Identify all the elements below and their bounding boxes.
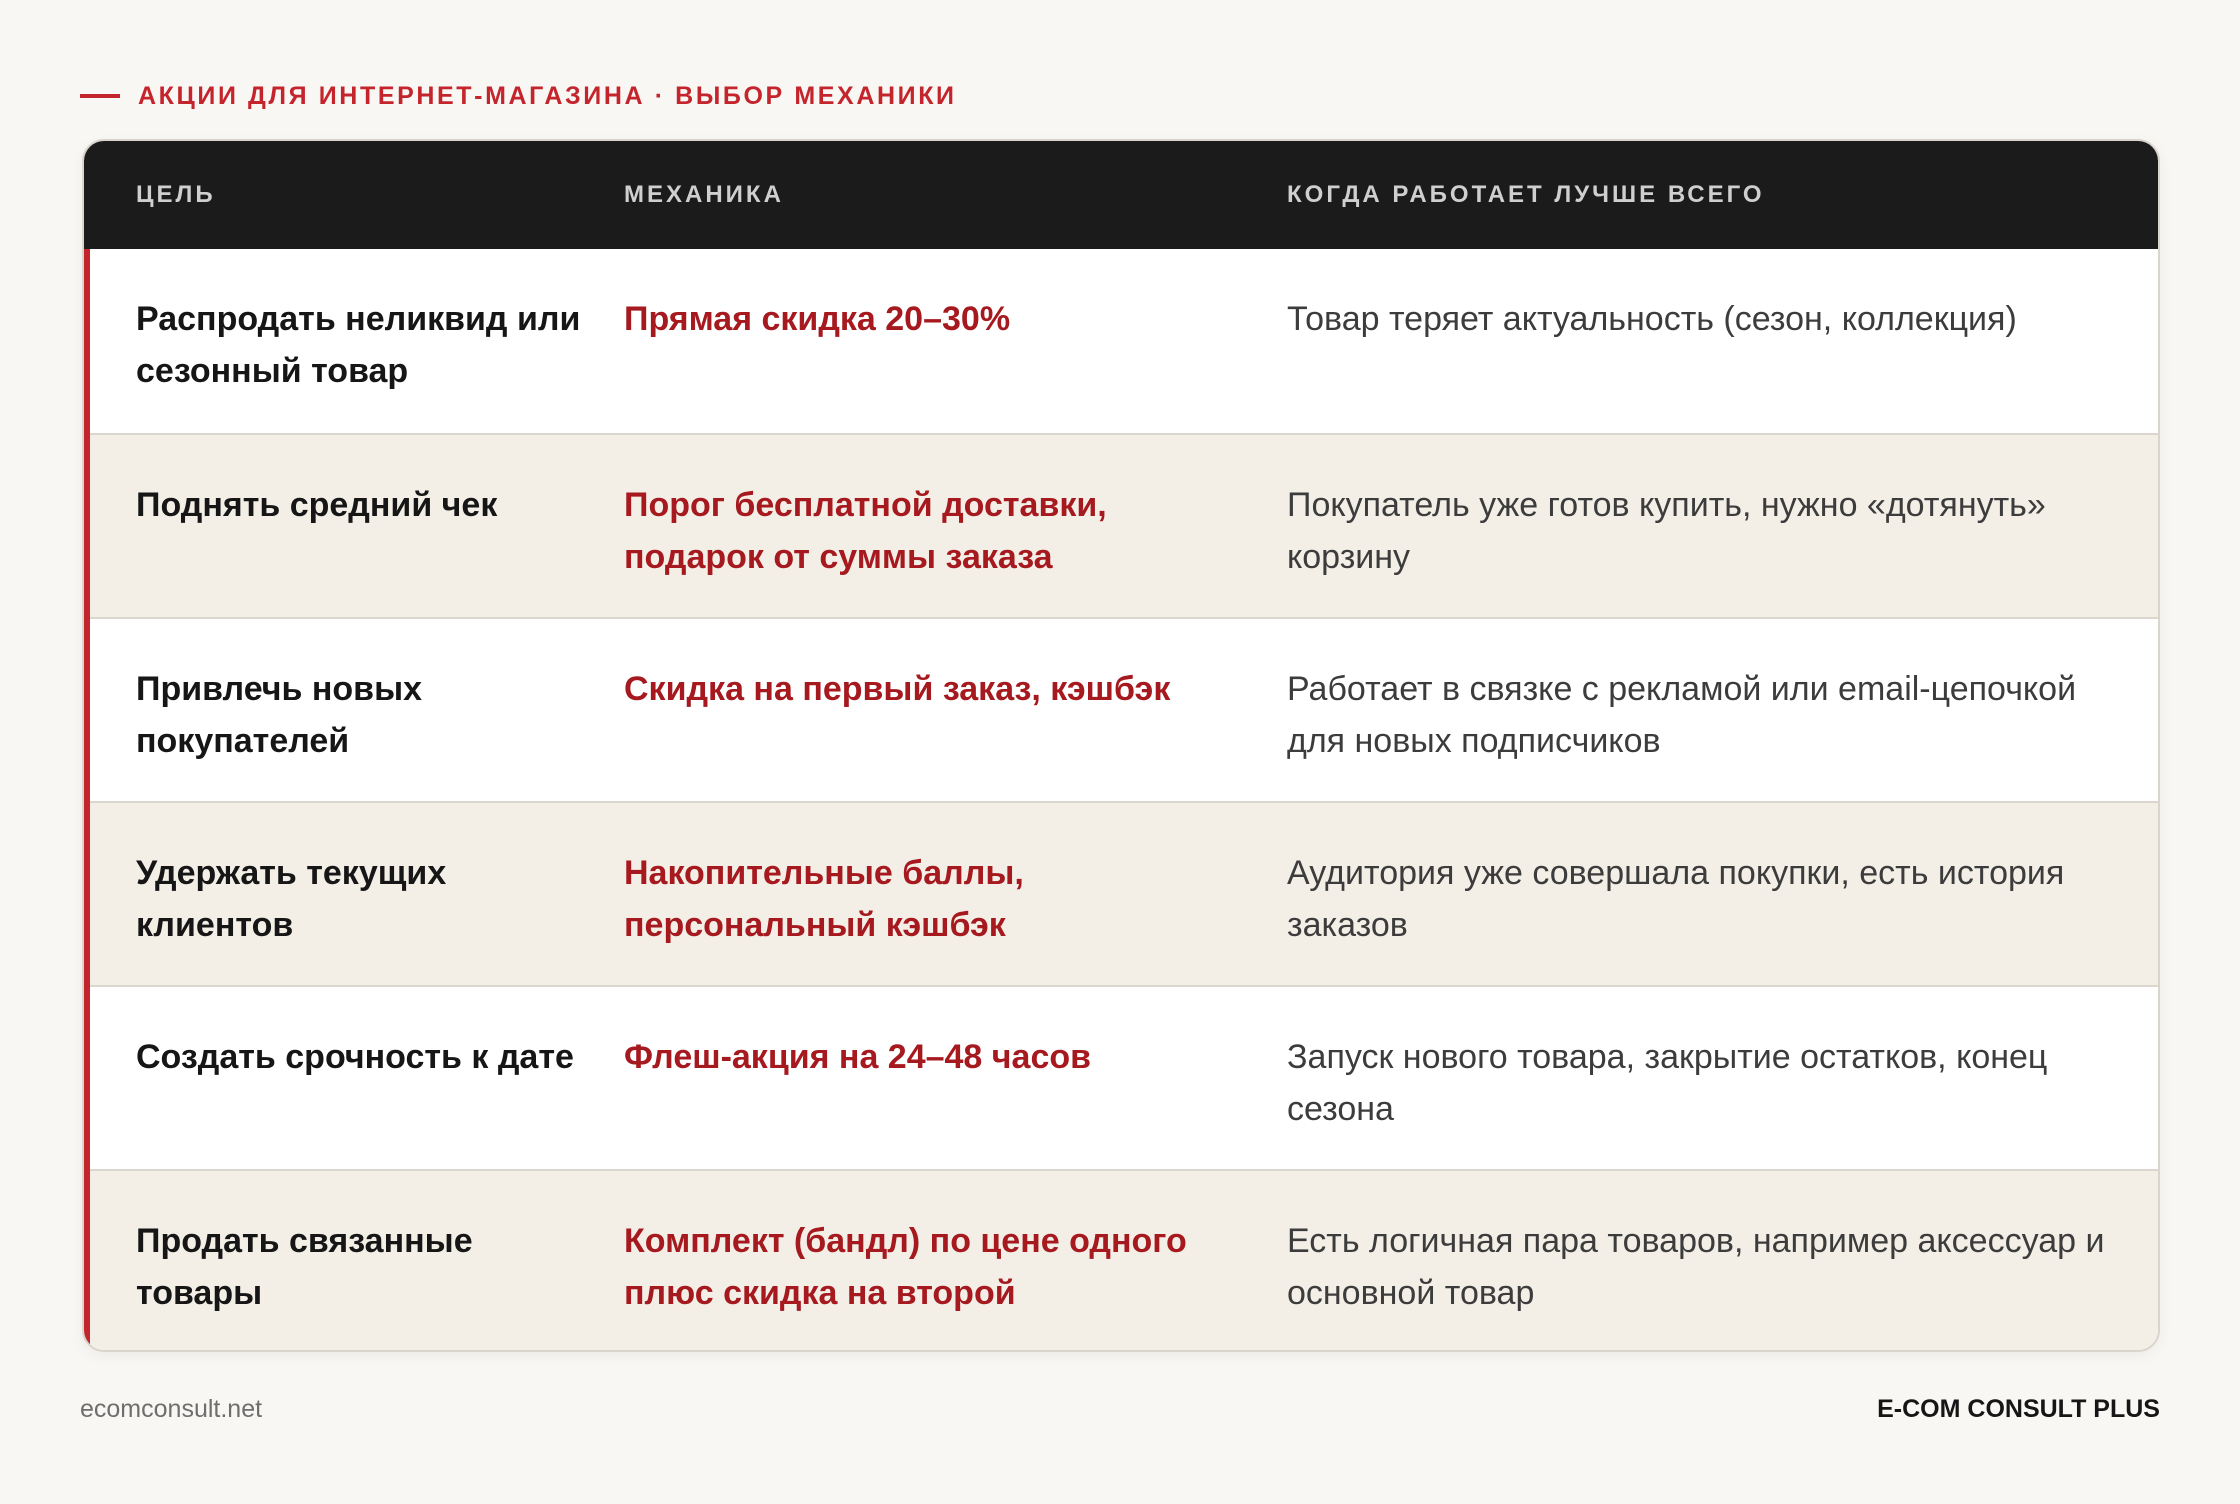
table-header [84, 141, 2158, 249]
row-mechanic: Прямая скидка 20–30% [624, 300, 1011, 338]
row-mechanic: Порог бесплатной доставки, подарок от суммы заказа [624, 486, 1107, 576]
row-when: Работает в связке с рекламой или email-цепочкой для новых подписчиков [1287, 670, 2077, 760]
header-goal: ЦЕЛЬ [136, 181, 216, 208]
row-when: Товар теряет актуальность (сезон, коллекция) [1287, 300, 2017, 338]
row-mechanic: Комплект (бандл) по цене одного плюс скидка на второй [624, 1222, 1187, 1312]
table-row [84, 985, 2158, 1169]
table-accent-bar [84, 249, 90, 1350]
row-goal: Создать срочность к дате [136, 1038, 574, 1076]
footer-brand: E-COM CONSULT PLUS [1877, 1395, 2160, 1423]
row-mechanic: Скидка на первый заказ, кэшбэк [624, 670, 1171, 708]
row-goal: Поднять средний чек [136, 486, 498, 524]
row-mechanic: Флеш-акция на 24–48 часов [624, 1038, 1092, 1076]
row-mechanic: Накопительные баллы, персональный кэшбэк [624, 854, 1024, 944]
header-when: КОГДА РАБОТАЕТ ЛУЧШЕ ВСЕГО [1287, 181, 1765, 208]
row-when: Есть логичная пара товаров, например аксессуар и основной товар [1287, 1222, 2105, 1312]
table-row [84, 617, 2158, 801]
table-row [84, 433, 2158, 617]
kicker-rule [80, 94, 120, 98]
table-row [84, 1169, 2158, 1352]
table-row [84, 801, 2158, 985]
footer-site: ecomconsult.net [80, 1395, 263, 1423]
header-mechanic: МЕХАНИКА [624, 181, 784, 208]
row-goal: Продать связанные товары [136, 1222, 473, 1312]
kicker-text: АКЦИИ ДЛЯ ИНТЕРНЕТ-МАГАЗИНА · ВЫБОР МЕХАНИКИ [138, 81, 957, 110]
row-goal: Распродать неликвид или сезонный товар [136, 300, 581, 390]
page-kicker [80, 80, 957, 112]
promotions-table [82, 139, 2160, 1352]
row-when: Покупатель уже готов купить, нужно «дотянуть» корзину [1287, 486, 2046, 576]
row-goal: Привлечь новых покупателей [136, 670, 423, 760]
row-when: Запуск нового товара, закрытие остатков, конец сезона [1287, 1038, 2048, 1128]
row-goal: Удержать текущих клиентов [136, 854, 447, 944]
table-body [84, 249, 2158, 1352]
table-row [84, 249, 2158, 433]
row-when: Аудитория уже совершала покупки, есть история заказов [1287, 854, 2065, 944]
